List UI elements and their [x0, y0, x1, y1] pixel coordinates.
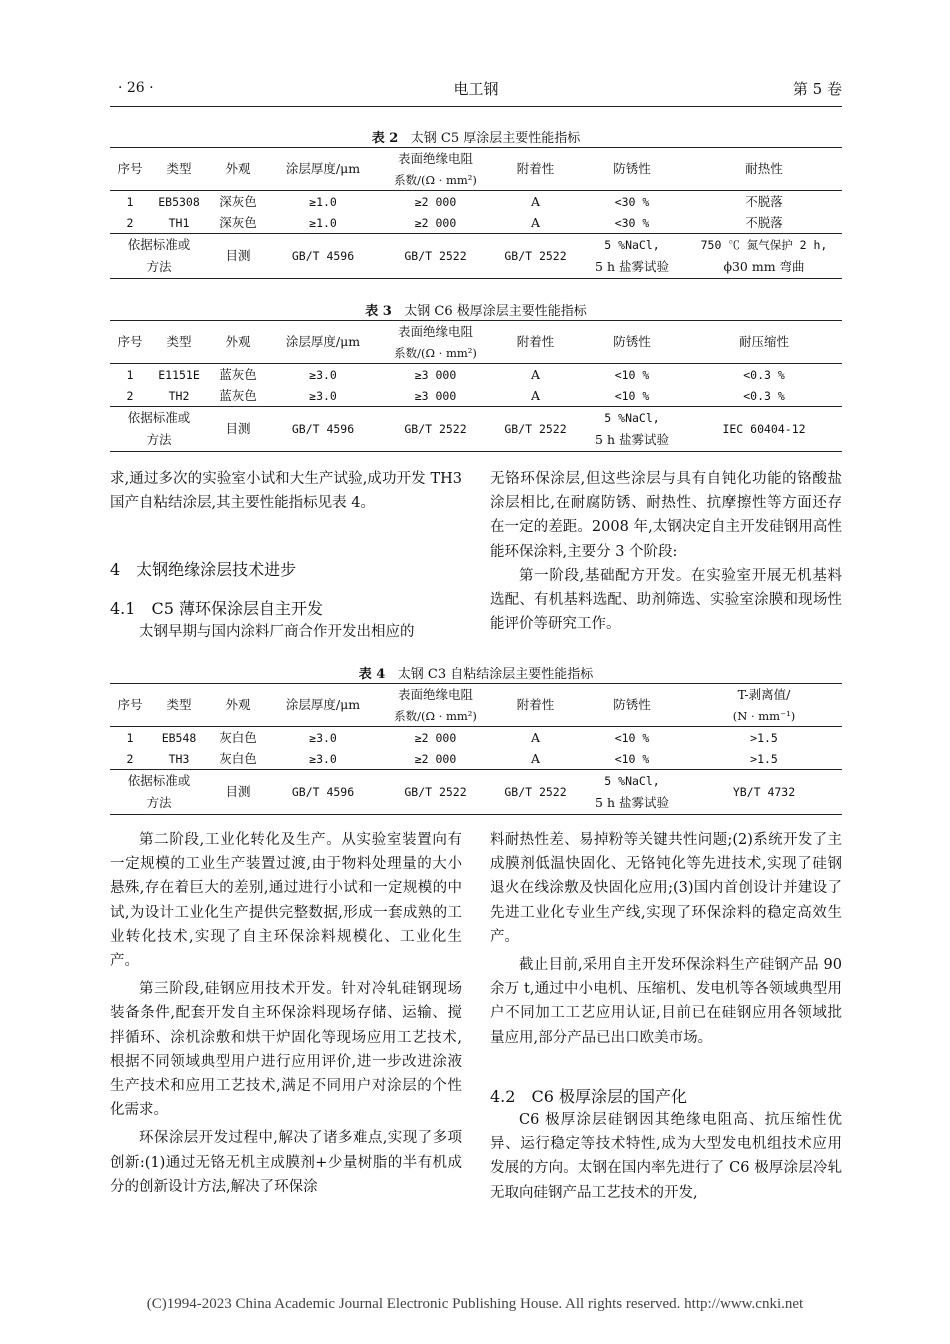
table-row: 2 TH3 灰白色 ≥3.0 ≥2 000 A <10 % >1.5 — [126, 750, 778, 766]
section-4-1-heading: 4.1 C5 薄环保涂层自主开发 — [110, 599, 323, 618]
paragraph: 第一阶段,基础配方开发。在实验室开展无机基料选配、有机基料选配、助剂筛选、实验室涂膜和现场性能评价等研究工作。 — [490, 567, 842, 633]
left-column-1b — [110, 620, 462, 644]
table-standard-row: 依据标准或 方法 目测 GB/T 4596 GB/T 2522 GB/T 2522 5 %NaCl, 5 h 盐雾试验 750 ℃ 氮气保护 2 h, ϕ30 mm 弯曲 — [110, 234, 842, 279]
paragraph: 料耐热性差、易掉粉等关键共性问题;(2)系统开发了主成膜剂低温快固化、无铬钝化等先进技术,实现了硅钢退火在线涂敷及快固化应用;(3)国内首创设计并建设了先进工业化专业生产线,实现了环保涂料的稳定高效生产。 — [490, 832, 842, 945]
table4-caption: 表 4 太钢 C3 自粘结涂层主要性能指标 — [358, 667, 594, 682]
volume-label: 第 5 卷 — [792, 80, 842, 98]
table-row: 2 TH2 蓝灰色 ≥3.0 ≥3 000 A <10 % <0.3 % — [126, 387, 785, 403]
paragraph: 第二阶段,工业化转化及生产。从实验室装置向有一定规模的工业生产装置过渡,由于物料处理量的大小悬殊,存在着巨大的差别,通过进行小试和一定规模的中试,为设计工业化生产提供完整数据,形成一套成熟的工业转化技术,实现了自主环保涂料规模化、工业化生产。 — [110, 832, 462, 970]
paragraph: 无铬环保涂层,但这些涂层与具有自钝化功能的铬酸盐涂层相比,在耐腐防锈、耐热性、抗摩擦性等方面还存在一定的差距。2008 年,太钢决定自主开发硅钢用高性能环保涂料,主要分 3 个阶段: — [490, 471, 842, 560]
section-4-2-heading: 4.2 C6 极厚涂层的国产化 — [490, 1087, 687, 1106]
left-column-1 — [110, 467, 462, 515]
header-rule — [110, 106, 842, 107]
table4: 序号 类型 外观 涂层厚度/μm 表面绝缘电阻 附着性 防锈性 T-剥离值/ 系数/(Ω · mm²) (N · mm⁻¹) 1 EB548 灰白色 ≥3.0 ≥2 000 A <10 % >1.5 2 TH3 灰白色 ≥3.0 ≥2 000 A <10 % >1.5 依据标准或 方法 目测 GB/T 4596 GB/T 2522 GB/T 2522 5 %NaCl, 5 h 盐雾试验 YB/T 4732 — [110, 683, 842, 815]
table-standard-row: 依据标准或 方法 目测 GB/T 4596 GB/T 2522 GB/T 2522 5 %NaCl, 5 h 盐雾试验 YB/T 4732 — [110, 770, 842, 815]
table3: 序号 类型 外观 涂层厚度/μm 表面绝缘电阻 附着性 防锈性 耐压缩性 系数/(Ω · mm²) 1 E1151E 蓝灰色 ≥3.0 ≥3 000 A <10 % <0.3 % 2 TH2 蓝灰色 ≥3.0 ≥3 000 A <10 % <0.3 % 依据标准或 方法 目测 GB/T 4596 GB/T 2522 GB/T 2522 5 %NaCl, 5 h 盐雾试验 IEC 60404-12 — [110, 320, 842, 452]
table-row: 2 TH1 深灰色 ≥1.0 ≥2 000 A <30 % 不脱落 — [126, 214, 783, 230]
table2-caption: 表 2 太钢 C5 厚涂层主要性能指标 — [371, 131, 581, 146]
left-column-2 — [110, 828, 462, 1199]
table3-caption: 表 3 太钢 C6 极厚涂层主要性能指标 — [365, 304, 587, 319]
right-column-2 — [490, 828, 842, 1050]
table-header-row: 序号 类型 外观 涂层厚度/μm 表面绝缘电阻 附着性 防锈性 T-剥离值/ — [110, 684, 842, 706]
paragraph: 环保涂层开发过程中,解决了诸多难点,实现了多项创新:(1)通过无铬无机主成膜剂+少量树脂的半有机成分的创新设计方法,解决了环保涂 — [110, 1130, 462, 1195]
table-header-row: 序号 类型 外观 涂层厚度/μm 表面绝缘电阻 附着性 防锈性 耐压缩性 — [110, 321, 842, 343]
page-number: · 26 · — [118, 80, 154, 96]
table-header-row: 序号 类型 外观 涂层厚度/μm 表面绝缘电阻 附着性 防锈性 耐热性 — [110, 148, 842, 170]
running-header — [110, 78, 842, 102]
right-column-1 — [490, 467, 842, 636]
table-row: 1 E1151E 蓝灰色 ≥3.0 ≥3 000 A <10 % <0.3 % — [110, 364, 842, 386]
paragraph: 求,通过多次的实验室小试和大生产试验,成功开发 TH3 国产自粘结涂层,其主要性能指标见表 4。 — [110, 471, 462, 512]
paragraph: 太钢早期与国内涂料厂商合作开发出相应的 — [139, 624, 415, 640]
table-standard-row: 依据标准或 方法 目测 GB/T 4596 GB/T 2522 GB/T 2522 5 %NaCl, 5 h 盐雾试验 IEC 60404-12 — [110, 407, 842, 452]
paragraph: C6 极厚涂层硅钢因其绝缘电阻高、抗压缩性优异、运行稳定等技术特性,成为大型发电机组技术应用发展的方向。太钢在国内率先进行了 C6 极厚涂层冷轧无取向硅钢产品工艺技术的开发, — [490, 1112, 842, 1201]
table2: 序号 类型 外观 涂层厚度/μm 表面绝缘电阻 附着性 防锈性 耐热性 系数/(Ω · mm²) 1 EB5308 深灰色 ≥1.0 ≥2 000 A <30 % 不脱落 2 TH1 深灰色 ≥1.0 ≥2 000 A <30 % 不脱落 依据标准或 方法 目测 GB/T 4596 GB/T 2522 GB/T 2522 5 %NaCl, 5 h 盐雾试验 750 ℃ 氮气保护 2 h, ϕ30 mm 弯曲 — [110, 147, 842, 279]
right-column-2b — [490, 1108, 842, 1205]
section-4-heading: 4 太钢绝缘涂层技术进步 — [110, 560, 297, 579]
journal-name: 电工钢 — [453, 80, 499, 98]
copyright-footer: (C)1994-2023 China Academic Journal Electronic Publishing House. All rights reserved. http://www.cnki.net — [146, 1296, 804, 1312]
table-row: 1 EB548 灰白色 ≥3.0 ≥2 000 A <10 % >1.5 — [110, 727, 842, 749]
paragraph: 截止目前,采用自主开发环保涂料生产硅钢产品 90 余万 t,通过中小电机、压缩机、发电机等各领域典型用户不同加工工艺应用认证,目前已在硅钢应用各领域批量应用,部分产品已出口欧美市场。 — [490, 957, 842, 1046]
paragraph: 第三阶段,硅钢应用技术开发。针对冷轧硅钢现场装备条件,配套开发自主环保涂料现场存储、运输、搅拌循环、涂机涂敷和烘干炉固化等现场应用工艺技术,根据不同领域典型用户进行应用评价,进一步改进涂液生产技术和应用工艺技术,满足不同用户对涂层的个性化需求。 — [110, 981, 462, 1119]
table-row: 1 EB5308 深灰色 ≥1.0 ≥2 000 A <30 % 不脱落 — [110, 191, 842, 213]
